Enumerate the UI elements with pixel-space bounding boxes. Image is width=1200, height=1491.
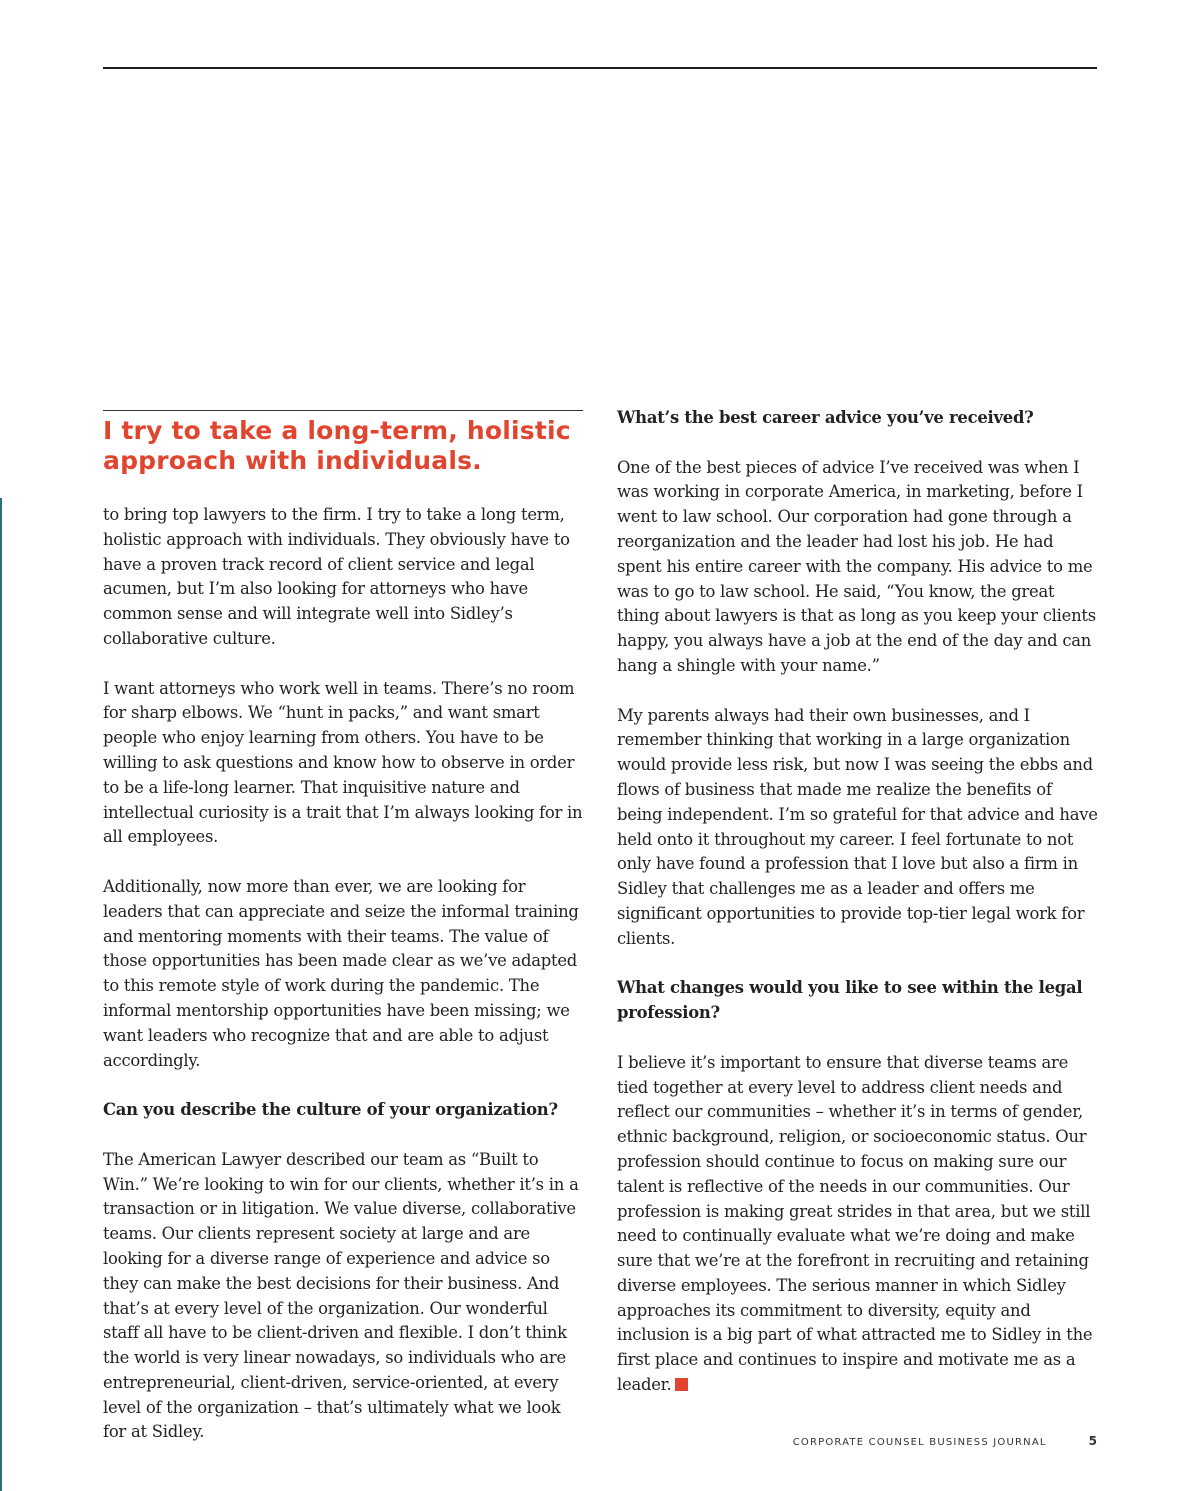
page-number: 5 <box>1088 1434 1097 1448</box>
page-footer <box>793 1434 1097 1448</box>
interview-answer: My parents always had their own businesses, and I remember thinking that working in a large organization would provide less risk, but now I was seeing the ebbs and flows of business that made me realize the benefits of being independent. I’m so grateful for that advice and have held onto it throughout my career. I feel fortunate to not only have found a profession that I love but also a firm in Sidley that challenges me as a leader and offers me significant opportunities to provide top-tier legal work for clients. <box>617 705 1098 948</box>
end-of-article-mark <box>675 1378 688 1391</box>
interview-question: What changes would you like to see within the legal profession? <box>617 978 1083 1023</box>
page-edge-strip <box>0 498 2 1491</box>
interview-question: What’s the best career advice you’ve received? <box>617 408 1034 427</box>
pull-quote: I try to take a long-term, holistic approach with individuals. <box>103 416 571 475</box>
interview-answer-final <box>617 1051 1099 1398</box>
body-paragraph: I want attorneys who work well in teams. There’s no room for sharp elbows. We “hunt in packs,” and want smart people who enjoy learning from others. You have to be willing to ask questions and know how to observe in order to be a life-long learner. That inquisitive nature and intellectual curiosity is a trait that I’m always looking for in all employees. <box>103 678 583 847</box>
interview-question: Can you describe the culture of your organization? <box>103 1100 558 1120</box>
final-answer-text: I believe it’s important to ensure that diverse teams are tied together at every level to address client needs and reflect our communities – whether it’s in terms of gender, ethnic background, religion, or socioeconomic status. Our profession should continue to focus on making sure our talent is reflective of the needs in our communities. Our profession is making great strides in that area, but we still need to continually evaluate what we’re doing and make sure that we’re at the forefront in recruiting and retaining diverse employees. The serious manner in which Sidley approaches its commitment to diversity, equity and inclusion is a big part of what attracted me to Sidley in the first place and continues to inspire and motivate me as a leader. <box>617 1052 1093 1395</box>
pull-quote-rule <box>103 410 583 411</box>
body-paragraph: Additionally, now more than ever, we are looking for leaders that can appreciate and seize the informal training and mentoring moments with their teams. The value of those opportunities has been made clear as we’ve adapted to this remote style of work during the pandemic. The informal mentorship opportunities have been missing; we want leaders who recognize that and are able to adjust accordingly. <box>103 876 579 1070</box>
top-rule <box>103 67 1097 69</box>
interview-answer: One of the best pieces of advice I’ve received was when I was working in corporate America, in marketing, before I went to law school. Our corporation had gone through a reorganization and the leader had lost his job. He had spent his entire career with the company. His advice to me was to go to law school. He said, “You know, the great thing about lawyers is that as long as you keep your clients happy, you always have a job at the end of the day and can hang a shingle with your name.” <box>617 457 1096 675</box>
interview-answer: The American Lawyer described our team as “Built to Win.” We’re looking to win for our clients, whether it’s in a transaction or in litigation. We value diverse, collaborative teams. Our clients represent society at large and are looking for a diverse range of experience and advice so they can make the best decisions for their business. And that’s at every level of the organization. Our wonderful staff all have to be client-driven and flexible. I don’t think the world is very linear nowadays, so individuals who are entrepreneurial, client-driven, service-oriented, at every level of the organization – that’s ultimately what we look for at Sidley. <box>103 1149 579 1442</box>
publication-name: CORPORATE COUNSEL BUSINESS JOURNAL <box>792 1437 1047 1448</box>
right-column <box>617 406 1099 1423</box>
body-paragraph: to bring top lawyers to the firm. I try to take a long term, holistic approach with individuals. They obviously have to have a proven track record of client service and legal acumen, but I’m also looking for attorneys who have common sense and will integrate well into Sidley’s collaborative culture. <box>103 505 570 648</box>
left-column <box>103 410 585 1470</box>
